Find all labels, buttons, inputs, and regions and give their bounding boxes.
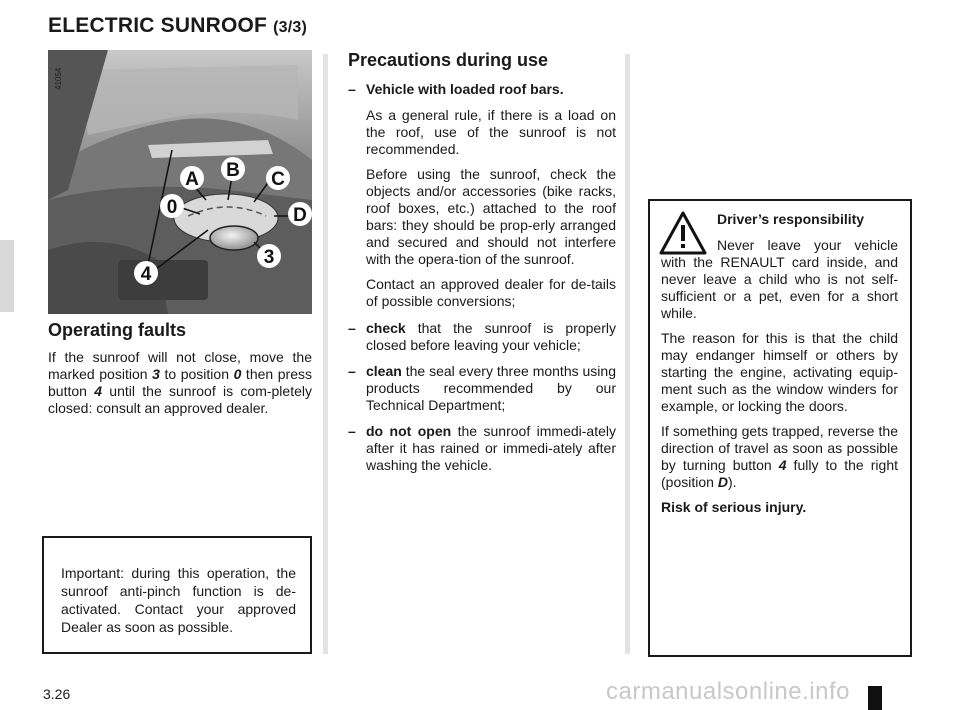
precaution-item-text [366,363,616,414]
svg-text:4: 4 [140,264,152,285]
precaution-item-text [366,423,616,474]
page-title [48,14,307,38]
text-run: ). [727,474,737,490]
svg-text:A: A [185,169,199,190]
figure-label-0 [160,194,184,218]
position-ref: 0 [233,366,242,382]
column-divider [323,54,328,654]
warning-paragraph: The reason for this is that the child may endanger himself or others by starting the engine, activating equip-ment such as the window winders for example, or locking the doors. [661,330,898,414]
text-run: until the sunroof is com-pletely closed: consult an approved dealer. [48,383,312,416]
svg-text:3: 3 [263,247,275,268]
figure-label-B [221,157,245,181]
svg-text:B: B [226,160,240,181]
text-run: If the sunroof will not close, move the marked position [48,349,312,382]
precaution-item [348,423,616,474]
precaution-paragraph: Before using the sunroof, check the objects and/or accessories (bike racks, roof boxes, etc.) attached to the roof bars: they should be prop-erly arranged and secured and should not interfere with the opera-tion of the sunroof. [366,166,616,267]
column-divider [625,54,630,654]
button-ref: 4 [778,457,787,473]
precaution-paragraph: Contact an approved dealer for de-tails of possible conversions; [366,276,616,309]
text-run: fully to the right (position [661,457,899,490]
operating-faults-heading: Operating faults [48,320,187,340]
figure-label-C [266,166,290,190]
text-run: the sunroof immedi-ately after it has rained or immedi-ately after washing the vehicle. [366,423,616,473]
page-title-text: ELECTRIC SUNROOF [48,14,268,37]
precautions-heading: Precautions during use [348,50,549,70]
svg-text:C: C [271,169,285,190]
warning-paragraph [661,423,898,491]
precaution-item-text [366,320,616,354]
precaution-item [348,320,616,354]
list-dash: – [348,81,356,97]
important-note-text: Important: during this operation, the sunroof anti-pinch function is de-activated. Contact your approved Dealer as soon as possible. [61,565,296,635]
text-run: to position [159,366,234,382]
important-note-box [42,536,312,654]
drivers-responsibility-box [648,199,912,657]
operating-faults-section [48,320,312,417]
figure-label-D [288,202,312,226]
warning-triangle-icon [659,211,707,255]
warning-risk: Risk of serious injury. [661,499,807,515]
page-title-suffix: (3/3) [273,19,307,36]
watermark: carmanualsonline.info [606,678,850,705]
position-ref: 3 [152,366,160,382]
warning-title: Driver’s responsibility [717,211,865,227]
svg-text:0: 0 [166,197,178,218]
precaution-item [348,363,616,414]
text-run: the seal every three months using products recommended by our Technical Department; [366,363,616,413]
text-run: If something gets trapped, reverse the direction of travel as soon as possible by turning button [661,423,898,473]
svg-text:D: D [293,205,307,226]
page-number: 3.26 [43,686,71,702]
page-edge-mark [868,686,882,710]
operating-faults-text [48,349,312,417]
precautions-section [348,50,616,483]
sunroof-illustration [48,50,312,314]
list-dash: – [348,423,356,439]
figure-code: 41054 [54,67,63,90]
precaution-paragraph: As a general rule, if there is a load on the roof, use of the sunroof is not recommended. [366,107,616,157]
figure-label-3 [257,244,281,268]
precaution-keyword: check [366,320,406,336]
precaution-keyword: do not open [366,423,452,439]
text-run: then press button [48,366,312,399]
figure-label-4 [134,261,158,285]
button-ref: 4 [94,383,103,399]
list-dash: – [348,320,356,336]
precaution-item-label: Vehicle with loaded roof bars. [366,81,564,97]
warning-paragraph: Never leave your vehicle with the RENAULT card inside, and never leave a child who is not self-sufficient or a pet, even for a short while. [661,237,898,321]
precaution-keyword: clean [366,363,402,379]
list-dash: – [348,363,356,379]
section-tab [0,240,14,312]
position-ref: D [717,474,728,490]
text-run: that the sunroof is properly closed before leaving your vehicle; [366,320,616,353]
sunroof-figure [48,50,312,314]
figure-label-A [180,166,204,190]
precaution-item [348,81,616,98]
